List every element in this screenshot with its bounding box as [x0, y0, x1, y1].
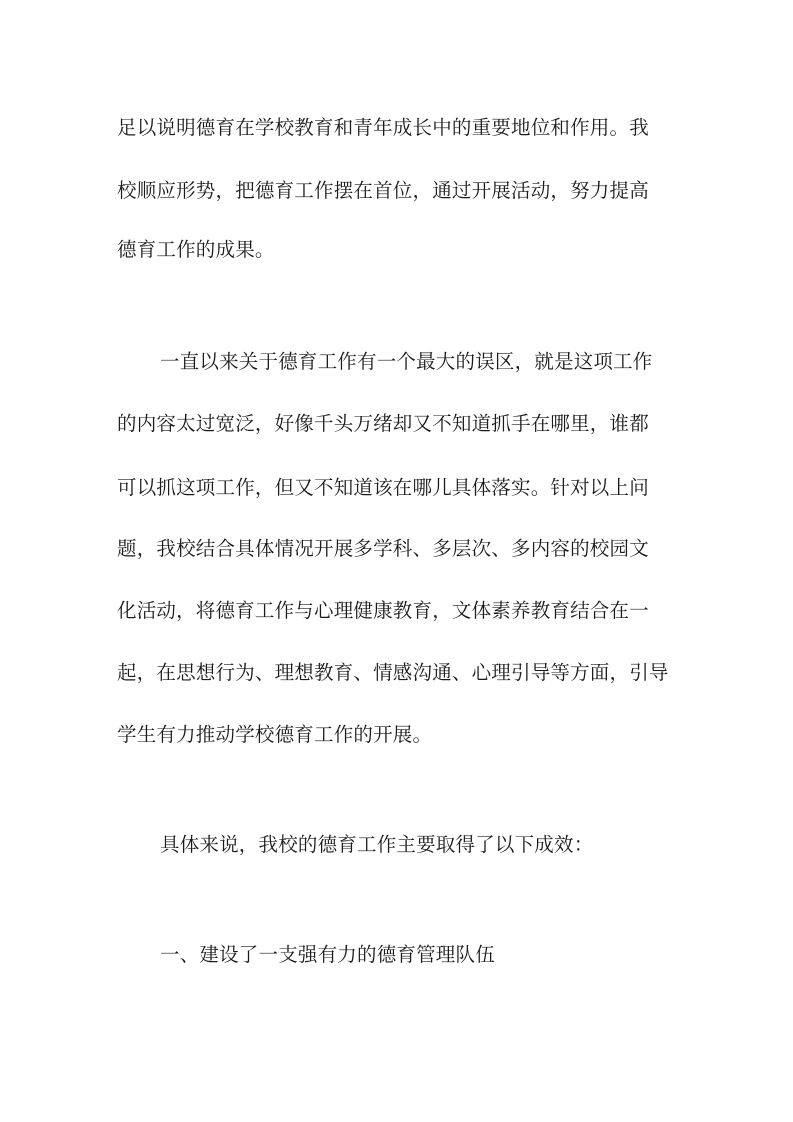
- section-heading-1: 一、建设了一支强有力的德育管理队伍: [160, 943, 495, 966]
- paragraph-1-line-3: 德育工作的成果。: [117, 238, 275, 261]
- paragraph-2-line-4: 题，我校结合具体情况开展多学科、多层次、多内容的校园文: [117, 537, 649, 560]
- paragraph-2-line-3: 可以抓这项工作，但又不知道该在哪儿具体落实。针对以上问: [117, 476, 649, 499]
- paragraph-2-line-7: 学生有力推动学校德育工作的开展。: [117, 723, 433, 746]
- paragraph-2-line-1: 一直以来关于德育工作有一个最大的误区，就是这项工作: [160, 350, 653, 373]
- paragraph-3-line-1: 具体来说，我校的德育工作主要取得了以下成效：: [160, 833, 594, 856]
- paragraph-2-line-2: 的内容太过宽泛，好像千头万绪却又不知道抓手在哪里，谁都: [117, 412, 649, 435]
- paragraph-1-line-1: 足以说明德育在学校教育和青年成长中的重要地位和作用。我: [117, 116, 649, 139]
- paragraph-1-line-2: 校顺应形势，把德育工作摆在首位，通过开展活动，努力提高: [117, 179, 649, 202]
- paragraph-2-line-6: 起，在思想行为、理想教育、情感沟通、心理引导等方面，引导: [117, 661, 669, 684]
- paragraph-2-line-5: 化活动，将德育工作与心理健康教育，文体素养教育结合在一: [117, 599, 649, 622]
